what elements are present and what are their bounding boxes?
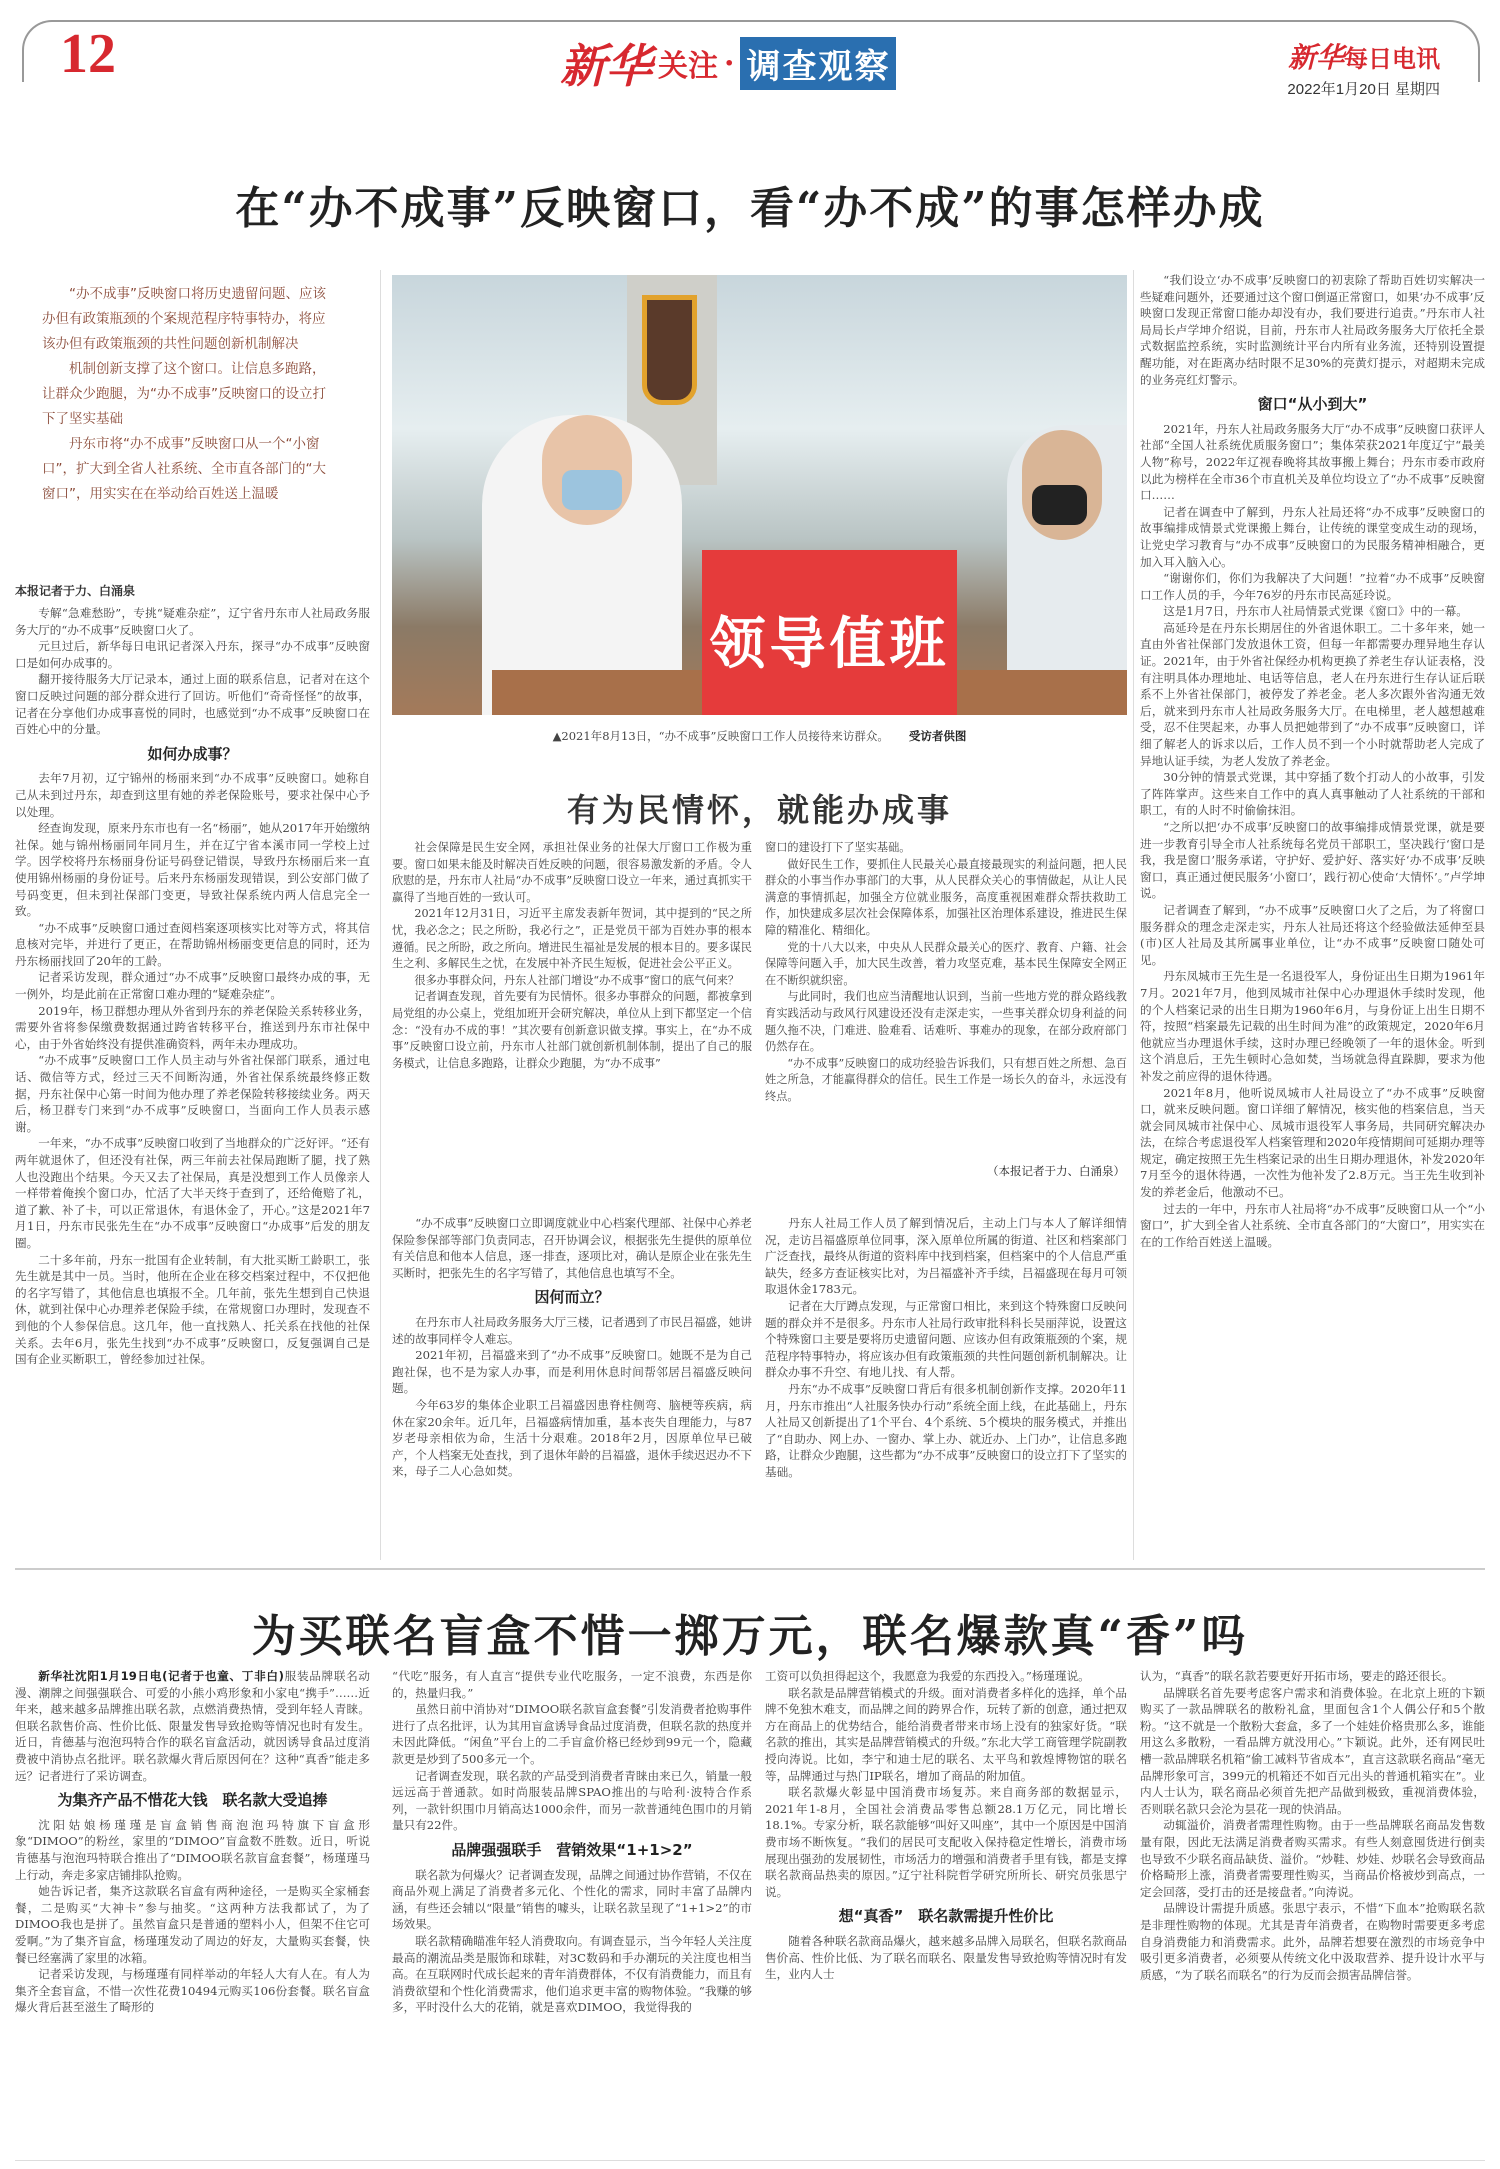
subheading: 想“真香” 联名款需提升性价比 [838, 1907, 1054, 1926]
subheading: 如何办成事？ [147, 744, 238, 763]
paragraph: 品牌联名首先要考虑客户需求和消费体验。在北京上班的卞颖购买了一款品牌联名的散粉礼盒，里面包含1个人偶公仔和5个散粉。“这不就是一个散粉大套盒，多了一个娃娃价格贵那么多，谁能用这么多散粉，一看品牌方就没用心。”卞颖说。此外，还有网民吐槽一款品牌联名机箱“偷工减料节省成本”，直言这款联名商品“毫无品牌形象可言，399元的机箱还不如百元出头的普通机箱实在”。业内人士认为，联名商品必须首先把产品做到极致，重视消费体验，否则联名款只会沦为昙花一现的快消品。 [1140, 1685, 1485, 1816]
paragraph: “代吃”服务，有人直言“提供专业代吃服务，一定不浪费，东西是你的，热量归我。” [392, 1669, 752, 1700]
paragraph: 认为，“真香”的联名款若要更好开拓市场，要走的路还很长。 [1140, 1669, 1454, 1683]
paragraph: 丹东人社局工作人员了解到情况后，主动上门与本人了解详细情况，走访吕福盛原单位同事，深入原单位所属的街道、社区和档案部门广泛查找，最终从街道的资料库中找到档案，但档案中的个人信息严重缺失，经多方查证核实比对，为吕福盛补齐手续，吕福盛现在每月可领取退休金1783元。 [765, 1216, 1127, 1297]
paragraph: 丹东凤城市王先生是一名退役军人，身份证出生日期为1961年7月。2021年7月，他到凤城市社保中心办理退休手续时发现，他的个人档案记录的出生日期为1960年6月，与身份证上出生日期不符，按照“档案最先记载的出生时间为准”的政策规定，2020年6月他就应当办理退休手续，这时办理已经晚领了一年的退休金。听到这个消息后，王先生顿时心急如焚，当场就急得直跺脚，要求为他补发之前应得的退休待遇。 [1140, 969, 1485, 1083]
paragraph: 虽然日前中消协对“DIMOO联名款盲盒套餐”引发消费者抢购事件进行了点名批评，认为其用盲盒诱导食品过度消费，但联名款的热度并未因此降低。“闲鱼”平台上的二手盲盒价格已经炒到99元一个，隐藏款更是炒到了500多元一个。 [392, 1702, 752, 1766]
paragraph: 党的十八大以来，中央从人民群众最关心的医疗、教育、户籍、社会保障等问题入手，加大民生改善，着力攻坚克难，基本民生保障安全网正在不断织就织密。 [765, 940, 1127, 987]
paragraph: “办不成事”反映窗口工作人员主动与外省社保部门联系，通过电话、微信等方式，经过三天不间断沟通，外省社保系统最终修正数据，丹东社保中心第一时间为他办理了养老保险转移接续业务。两天后，杨卫群专门来到“办不成事”反映窗口，当面向工作人员表示感谢。 [15, 1053, 370, 1134]
xinhua-logo: 新华 [560, 39, 652, 93]
paragraph: 工资可以负担得起这个，我愿意为我爱的东西投入。”杨瑾瑾说。 [765, 1669, 1090, 1683]
article2-column-4 [1140, 1668, 1485, 1983]
paragraph: 她告诉记者，集齐这款联名盲盒有两种途径，一是购买全家桶套餐，二是购买“大神卡”参与抽奖。“这两种方法我都试了，为了DIMOO我也是拼了。虽然盲盒只是普通的塑料小人，但架不住它可爱啊。”为了集齐盲盒，杨瑾瑾发动了周边的好友，大量购买套餐，快餐已经塞满了家里的冰箱。 [15, 1884, 370, 1965]
lead-paragraph: 机制创新支撑了这个窗口。让信息多跑路，让群众少跑腿，为“办不成事”反映窗口的设立打下了坚实基础 [42, 361, 326, 427]
paper-logo: 新华 [1287, 41, 1344, 74]
section-label: 关注 [658, 49, 718, 84]
article1-column-4 [1140, 272, 1485, 1250]
photo-visitor-mask [1032, 485, 1087, 525]
subheading: 品牌强强联手 营销效果“1+1>2” [451, 1840, 693, 1859]
news-photo [392, 275, 1127, 715]
paragraph: 30分钟的情景式党课，其中穿插了数个打动人的小故事，引发了阵阵掌声。这些来自工作中的真人真事触动了人社系统的干部和职工，有的人时不时偷偷抹泪。 [1140, 770, 1485, 818]
paragraph: 专解“急难愁盼”，专挑“疑难杂症”，辽宁省丹东市人社局政务服务大厅的“办不成事”反映窗口火了。 [15, 606, 370, 637]
photo-staff-mask [562, 470, 622, 510]
subheading: 因何而立？ [534, 1288, 610, 1307]
paragraph: “之所以把‘办不成事’反映窗口的故事编排成情景党课，就是要进一步教育引导全市人社系统每名党员干部职工，坚决践行‘窗口是我，我是窗口’服务承诺，守护好、爱护好、落实好‘办不成事’反映窗口，真正通过便民服务‘小窗口’，践行初心使命‘大情怀’。”卢学坤说。 [1140, 820, 1485, 901]
paragraph: 联名款爆火彰显中国消费市场复苏。来自商务部的数据显示，2021年1-8月，全国社会消费品零售总额28.1万亿元，同比增长18.1%。专家分析，联名款能够“叫好又叫座”，其中一个原因是中国消费市场不断恢复。“我们的居民可支配收入保持稳定性增长，消费市场展现出强劲的发展韧性，市场活力的增强和消费者手里有钱，都是支撑联名款商品热卖的原因。”辽宁社科院哲学研究所所长、研究员张思宁说。 [765, 1785, 1127, 1899]
section-brand [560, 30, 896, 96]
byline: 本报记者于力、白涌泉 [15, 584, 136, 598]
article2-column-1 [15, 1668, 370, 2016]
paragraph: 记者采访发现，群众通过“办不成事”反映窗口最终办成的事，无一例外，均是此前在正常窗口难办理的“疑难杂症”。 [15, 970, 370, 1002]
paragraph: 记者在调查中了解到，丹东人社局还将“办不成事”反映窗口的故事编排成情景式党课搬上舞台，让传统的课堂变成生动的现场，让党史学习教育与“办不成事”反映窗口的为民服务精神相融合，更加入耳入脑入心。 [1140, 504, 1485, 569]
paragraph: 元旦过后，新华每日电讯记者深入丹东，探寻“办不成事”反映窗口是如何办成事的。 [15, 639, 370, 670]
paragraph: 联名款精确瞄准年轻人消费取向。有调查显示，当今年轻人关注度最高的潮流品类是服饰和球鞋，对3C数码和手办潮玩的关注度也相当高。在互联网时代成长起来的青年消费群体，不仅有消费能力，而且有消费欲望和个性化消费需求，他们追求更丰富的购物体验。“我赚的够多，平时没什么大的花销，就是喜欢DIMOO，我觉得我的 [392, 1933, 752, 2015]
commentary-headline: 有为民情怀，就能办成事 [566, 791, 952, 829]
article1-headline: 在“办不成事”反映窗口，看“办不成”的事怎样办成 [235, 183, 1265, 234]
paragraph: 二十多年前，丹东一批国有企业转制，有大批买断工龄职工，张先生就是其中一员。当时，他所在企业在移交档案过程中，不仅把他的名字写错了，其他信息也填报不全。几年前，张先生想到自己快退休，就到社保中心办理养老保险手续，在常规窗口办理时，发现查不到他的个人参保信息。这几年，他一直找熟人、托关系在找他的社保关系。去年6月，张先生找到“办不成事”反映窗口，反复强调自己是国有企业买断职工，曾经参加过社保。 [15, 1252, 370, 1367]
paper-name: 每日电讯 [1344, 44, 1440, 73]
paragraph: 经查询发现，原来丹东市也有一名“杨丽”，她从2017年开始缴纳社保。她与锦州杨丽同年同月生，并在辽宁省本溪市同一学校上过学。因学校将丹东杨丽身份证号码登记错误，导致丹东杨丽后来一直使用锦州杨丽的身份证号。后来丹东杨丽发现错误，到公安部门做了号码变更，但未到社保部门变更，导致社保系统内两人信息完全一致。 [15, 821, 370, 919]
article1-column-1 [15, 605, 370, 1368]
paragraph: 2021年初，吕福盛来到了“办不成事”反映窗口。她既不是为自己跑社保，也不是为家人办事，而是利用休息时间帮邻居吕福盛反映问题。 [392, 1348, 752, 1396]
paper-brand [1287, 36, 1440, 99]
page-bottom-rule [15, 2160, 1485, 2161]
article2-column-3 [765, 1668, 1127, 1983]
article2-headline: 为买联名盲盒不惜一掷万元，联名爆款真“香”吗 [251, 1611, 1249, 1662]
paragraph: 2021年12月31日，习近平主席发表新年贺词，其中提到的“民之所忧，我必念之；民之所盼，我必行之”，正是党员干部为百姓办事的根本遵循。民之所盼，政之所向。增进民生福祉是发展的根本目的。要多谋民生之利、多解民生之忧，在发展中补齐民生短板，促进社会公平正义。 [392, 907, 752, 971]
paragraph: 2021年8月，他听说凤城市人社局设立了“办不成事”反映窗口，就来反映问题。窗口详细了解情况，核实他的档案信息，当天就会同凤城市社保中心、凤城市退役军人事务局，共同研究解决办法，在综合考虑退役军人档案管理和2020年疫情期间可延期办理等规定，确定按照王先生档案记录的出生日期办理退休，补发2020年7月至今的退休待遇，一次性为他补发了2.8万元。当王先生收到补发的养老金后，他激动不已。 [1140, 1085, 1485, 1200]
dateline: 新华社沈阳1月19日电(记者于也童、丁非白) [38, 1669, 284, 1683]
paragraph: 记者在大厅蹲点发现，与正常窗口相比，来到这个特殊窗口反映问题的群众并不是很多。丹东市人社局行政审批科科长吴丽萍说，设置这个特殊窗口主要是要将历史遗留问题、应该办但有政策瓶颈的个案，规范程序特事特办，将应该办但有政策瓶颈的共性问题创新机制解决。让群众办事不升空、有地儿找、有人帮。 [765, 1298, 1127, 1380]
article2-column-2 [392, 1668, 752, 2016]
commentary-credit: （本报记者于力、白涌泉） [987, 1164, 1125, 1178]
paragraph: 记者调查发现，联名款的产品受到消费者青睐由来已久，销量一般远远高于普通款。如时尚服装品牌SPAO推出的与哈利·波特合作系列，一款针织围巾月销高达1000余件，而另一款普通纯色围巾的月销量只有22件。 [392, 1768, 752, 1833]
paragraph: 随着各种联名款商品爆火，越来越多品牌入局联名，但联名款商品售价高、性价比低、为了联名而联名、限量发售导致抢购等情况时有发生，业内人士 [765, 1933, 1127, 1982]
paragraph: “谢谢你们，你们为我解决了大问题！”拉着“办不成事”反映窗口工作人员的手，今年76岁的丹东市民高延玲说。 [1140, 571, 1485, 602]
paragraph-text: 服装品牌联名动漫、潮牌之间强强联合、可爱的小熊小鸡形象和小家电“携手”……近年来，越来越多品牌推出联名款，点燃消费热情，受到年轻人青睐。但联名款售价高、性价比低、限量发售导致抢购等情况也时有发生。近日，肯德基与泡泡玛特合作的联名盲盒活动，就因诱导食品过度消费被中消协点名批评。联名款爆火背后原因何在？这种“真香”能走多远？记者进行了采访调查。 [15, 1669, 370, 1783]
paragraph: 社会保障是民生安全网，承担社保业务的社保大厅窗口工作极为重要。窗口如果未能及时解决百姓反映的问题，很容易激发新的矛盾。令人欣慰的是，丹东市人社局“办不成事”反映窗口设立一年来，通过真抓实干赢得了当地百姓的一致认可。 [392, 841, 752, 904]
paragraph: 2021年，丹东人社局政务服务大厅“办不成事”反映窗口获评人社部“全国人社系统优质服务窗口”；集体荣获2021年度辽宁“最美人物”称号，2022年辽视春晚将其故事搬上舞台；丹东市委市政府以此为榜样在全市36个市直机关及单位均设立了“办不成事”反映窗口…… [1140, 421, 1485, 503]
column-rule [1133, 270, 1134, 1560]
paragraph: 翻开接待服务大厅记录本，通过上面的联系信息，记者对在这个窗口反映过问题的部分群众进行了回访。听他们“奇奇怪怪”的故事，记者在分享他们办成事喜悦的同时，也感觉到“办不成事”反映窗口在百姓心中的分量。 [15, 672, 370, 737]
paragraph: 很多办事群众问，丹东人社部门增设“办不成事”窗口的底气何来？ [414, 973, 740, 987]
paragraph: 2019年，杨卫群想办理从外省到丹东的养老保险关系转移业务，需要外省将参保缴费数据通过跨省转移平台，推送到丹东市社保中心，由于外省始终没有提供准确资料，两年未办理成功。 [15, 1003, 370, 1051]
lead-paragraph: 丹东市将“办不成事”反映窗口从一个“小窗口”，扩大到全省人社系统、全市直各部门的“大窗口”，用实实在在举动给百姓送上温暖 [42, 436, 326, 502]
caption-text: ▲2021年8月13日，“办不成事”反映窗口工作人员接待来访群众。 [552, 729, 889, 743]
column-label: 调查观察 [740, 37, 896, 90]
paragraph: “办不成事”反映窗口的成功经验告诉我们，只有想百姓之所想、急百姓之所急，才能赢得群众的信任。民生工作是一场长久的奋斗，永远没有终点。 [765, 1056, 1127, 1103]
paragraph: 记者采访发现，与杨瑾瑾有同样举动的年轻人大有人在。有人为集齐全套盲盒，不惜一次性花费10494元购买106份套餐。联名盲盒爆火背后甚至滋生了畸形的 [15, 1967, 370, 2015]
commentary-right [765, 840, 1127, 1106]
paragraph: 与此同时，我们也应当清醒地认识到，当前一些地方党的群众路线教育实践活动与政风行风建设还没有走深走实，一些事关群众切身利益的问题久拖不决，门难进、脸难看、话难听、事难办的现象，在部分政府部门仍然存在。 [765, 990, 1127, 1054]
paragraph: 过去的一年中，丹东市人社局将“办不成事”反映窗口从一个“小窗口”，扩大到全省人社系统、全市直各部门的“大窗口”，用实实在在的工作给百姓送上温暖。 [1140, 1201, 1485, 1249]
paragraph: 品牌设计需提升质感。张思宁表示，不惜“下血本”抢购联名款是非理性购物的体现。尤其是青年消费者，在购物时需要更多考虑自身消费能力和消费需求。此外，品牌若想要在激烈的市场竞争中吸引更多消费者，必须要从传统文化中汲取营养、提升设计水平与质感，“为了联名而联名”的行为反而会损害品牌信誉。 [1140, 1901, 1485, 1982]
photo-credit: 受访者供图 [908, 729, 967, 743]
paragraph: 联名款为何爆火？记者调查发现，品牌之间通过协作营销，不仅在商品外观上满足了消费者多元化、个性化的需求，同时丰富了品牌内涵，有些还会辅以“限量”销售的噱头，让联名款呈现了“1+1>2”的市场效果。 [392, 1867, 752, 1932]
photo-pennant [642, 295, 697, 405]
section-divider [15, 1568, 1485, 1570]
paragraph: 今年63岁的集体企业职工吕福盛因患脊柱侧弯、脑梗等疾病，病休在家20余年。近几年，吕福盛病情加重，基本丧失自理能力，与87岁老母亲相依为命，生活十分艰难。2018年2月，因原单位早已破产，个人档案无处查找，到了退休年龄的吕福盛，退休手续迟迟办不下来，母子二人心急如焚。 [392, 1397, 752, 1479]
commentary-left [392, 840, 752, 1072]
paragraph: 丹东“办不成事”反映窗口背后有很多机制创新作支撑。2020年11月，丹东市推出“人社服务快办行动”系统全面上线，在此基础上，丹东人社局又创新提出了1个平台、4个系统、5个模块的服务模式，并推出了“自助办、网上办、一窗办、掌上办、就近办、上门办”，让信息多跑路，让群众少跑腿，这些都为“办不成事”反映窗口的设立打下了坚实的基础。 [765, 1381, 1127, 1479]
paragraph: “办不成事”反映窗口立即调度就业中心档案代理部、社保中心养老保险参保部等部门负责同志，召开协调会议，根据张先生提供的原单位有关信息和他本人信息，逐一排查，逐项比对，确认是原企业在张先生买断时，把张先生的名字写错了，其他信息也填写不全。 [392, 1216, 752, 1280]
paragraph: 做好民生工作，要抓住人民最关心最直接最现实的利益问题，把人民群众的小事当作办事部门的大事，从人民群众关心的事情做起，从让人民满意的事情抓起，加强全方位就业服务，高度重视困难群众帮扶救助工作，加快建成多层次社会保障体系，加强社区治理体系建设，推进民生保障的精准化、精细化。 [765, 857, 1127, 937]
column-rule [380, 270, 381, 1560]
issue-date: 2022年1月20日 星期四 [1287, 81, 1440, 98]
subheading: 为集齐产品不惜花大钱 联名款大受追捧 [57, 1791, 328, 1810]
paragraph: “我们设立‘办不成事’反映窗口的初衷除了帮助百姓切实解决一些疑难问题外，还要通过这个窗口倒逼正常窗口，如果‘办不成事’反映窗口发现正常窗口能办却没有办，我们要进行追责。”丹东市人社局局长卢学坤介绍说，目前，丹东市人社局政务服务大厅依托全景式数据监控系统，实时监测统计平台内所有业务流，还特别设置提醒功能，对在距离办结时限不足30%的亮黄灯提示，对超期未完成的业务亮红灯警示。 [1140, 273, 1485, 387]
paragraph: 去年7月初，辽宁锦州的杨丽来到“办不成事”反映窗口。她称自己从未到过丹东，却查到这里有她的养老保险账号，要求社保中心予以处理。 [15, 771, 370, 819]
article1-column-2 [392, 1215, 752, 1480]
paragraph: 沈阳姑娘杨瑾瑾是盲盒销售商泡泡玛特旗下盲盒形象“DIMOO”的粉丝，家里的“DIMOO”盲盒数不胜数。近日，听说肯德基与泡泡玛特联合推出了“DIMOO联名款盲盒套餐”，杨瑾瑾马上行动，奔走多家店铺排队抢购。 [15, 1817, 370, 1882]
separator-dot: · [724, 45, 735, 81]
paragraph: 动辄溢价，消费者需理性购物。由于一些品牌联名商品发售数量有限，因此无法满足消费者购买需求。有些人刻意囤货进行倒卖也导致不少联名商品缺货、溢价。“炒鞋、炒娃、炒联名会导致商品价格畸形上涨，消费者需要理性购买，当商品价格被炒到高点，一定会回落，受打击的还是接盘者。”向涛说。 [1140, 1818, 1485, 1899]
paragraph: “办不成事”反映窗口通过查阅档案逐项核实比对等方式，将其信息核对完毕，并进行了更正，在帮助锦州杨丽变更信息的同时，还为丹东杨丽找回了20年的工龄。 [15, 920, 370, 968]
paragraph [15, 1668, 370, 1784]
subheading: 窗口“从小到大” [1257, 395, 1368, 414]
paragraph: 记者调查发现，首先要有为民情怀。很多办事群众的问题，都被拿到局党组的办公桌上，党组加班开会研究解决，单位从上到下都坚定一个信念：“没有办不成的事！”其次要有创新意识做支撑。事实上，在“办不成事”反映窗口设立前，丹东市人社部门就创新机制体制，提出了自己的服务模式，让信息多跑路，让群众少跑腿，为“办不成事” [392, 990, 752, 1070]
article1-column-3 [765, 1215, 1127, 1481]
paragraph: 记者调查了解到，“办不成事”反映窗口火了之后，为了将窗口服务群众的理念走深走实，丹东人社局还将这个经验做法延伸至县(市)区人社局及其所属事业单位，让“办不成事”反映窗口随处可见。 [1140, 902, 1485, 967]
photo-caption [392, 728, 1127, 744]
paragraph: 窗口的建设打下了坚实基础。 [765, 841, 911, 854]
paragraph: 高延玲是在丹东长期居住的外省退休职工。二十多年来，她一直由外省社保部门发放退休工资，但每一年都需要办理异地生存认证。2021年，由于外省社保经办机构更换了养老生存认证表格，没有注明具体办理地址、电话等信息，老人在丹东进行生存认证后联系不上外省社保部门，被停发了养老金。老人多次跟外省沟通无效后，就来到丹东市人社局政务服务大厅。在电梯里，老人越想越难受，忍不住哭起来，办事人员把她带到了“办不成事”反映窗口，详细了解老人的诉求以后，工作人员不到一个小时就帮助老人完成了异地认证手续，为老人发放了养老金。 [1140, 620, 1485, 768]
article1-lead [42, 282, 337, 507]
paragraph: 这是1月7日，丹东市人社局情景式党课《窗口》中的一幕。 [1163, 604, 1468, 619]
paragraph: 一年来，“办不成事”反映窗口收到了当地群众的广泛好评。“还有两年就退休了，但还没有社保，两三年前去社保局跑断了腿，找了熟人也没跑出个结果。今天又去了社保局，真是没想到工作人员像亲人一样带着俺挨个窗口办，忙活了大半天终于查到了，还给俺赔了礼，道了歉、补了卡，可以正常退休，有退休金了，开心。”这是2021年7月1日，丹东市民张先生在“办不成事”反映窗口“办成事”后发的朋友圈。 [15, 1136, 370, 1250]
lead-paragraph: “办不成事”反映窗口将历史遗留问题、应该办但有政策瓶颈的个案规范程序特事特办，将应该办但有政策瓶颈的共性问题创新机制解决 [42, 286, 326, 352]
page-number: 12 [60, 23, 116, 85]
duty-sign: 领导值班 [702, 550, 957, 715]
paragraph: 在丹东市人社局政务服务大厅三楼，记者遇到了市民吕福盛，她讲述的故事同样令人难忘。 [392, 1314, 752, 1346]
paragraph: 联名款是品牌营销模式的升级。面对消费者多样化的选择，单个品牌不免独木难支，而品牌之间的跨界合作，玩转了新的创意，通过把双方在商品上的优势结合，能给消费者带来市场上没有的独家好货。“联名款的推出，其实是品牌营销模式的升级。”东北大学工商管理学院副教授向涛说。比如，李宁和迪士尼的联名、太平鸟和敦煌博物馆的联名等，品牌通过与热门IP联名，增加了商品的附加值。 [765, 1685, 1127, 1783]
